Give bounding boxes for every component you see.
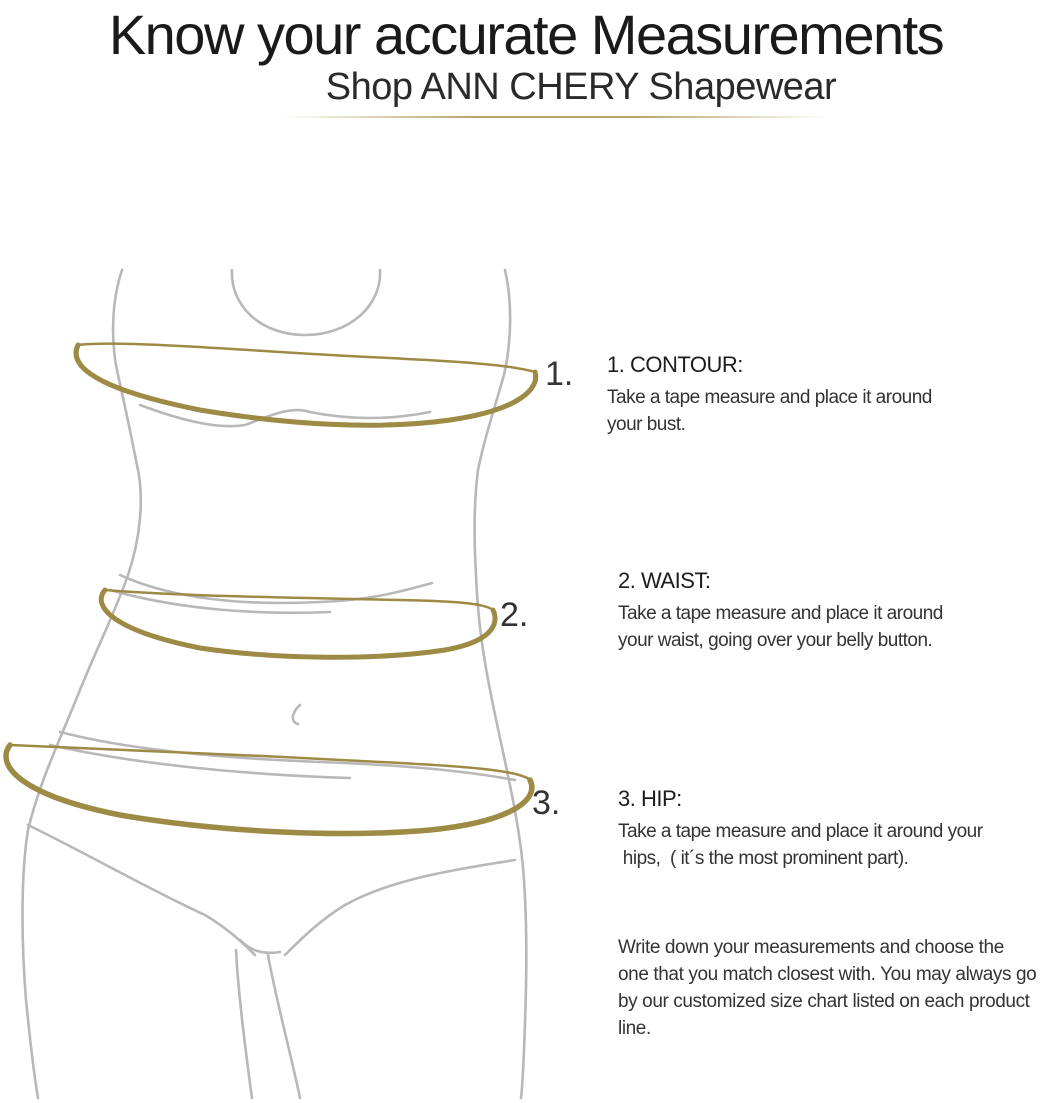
step-text-line: Take a tape measure and place it around your xyxy=(618,821,983,842)
marker-2: 2. xyxy=(500,596,529,634)
step-text-line: your bust. xyxy=(607,414,686,435)
measurement-note xyxy=(618,934,1052,1042)
note-line: one that you match closest with. You may always go xyxy=(618,964,1037,985)
brief-left-sketch xyxy=(28,825,255,955)
step-text-line: hips, ( it´s the most prominent part). xyxy=(618,848,909,869)
marker-3: 3. xyxy=(532,784,561,822)
right-thigh-sketch xyxy=(268,955,300,1098)
page-title: Know your accurate Measurements xyxy=(108,3,944,66)
note-line: Write down your measurements and choose the xyxy=(618,937,1004,958)
left-body-outline xyxy=(23,270,141,1098)
marker-1: 1. xyxy=(545,355,574,393)
right-body-outline xyxy=(475,270,527,1098)
step-heading: 2. WAIST: xyxy=(618,568,711,593)
step-heading: 3. HIP: xyxy=(618,786,682,811)
bust-tape-front xyxy=(76,345,536,425)
brief-right-sketch xyxy=(285,860,515,955)
step-waist xyxy=(618,568,943,654)
note-line: line. xyxy=(618,1018,651,1039)
bust-tape-back xyxy=(78,344,535,372)
neckline-sketch xyxy=(232,270,380,335)
page-subtitle: Shop ANN CHERY Shapewear xyxy=(325,66,837,108)
waist-tape-back xyxy=(105,590,493,610)
step-text-line: Take a tape measure and place it around xyxy=(618,603,943,624)
step-heading: 1. CONTOUR: xyxy=(607,352,743,377)
left-thigh-sketch xyxy=(236,950,252,1098)
note-line: by our customized size chart listed on each product xyxy=(618,991,1030,1012)
brief-bottom-sketch xyxy=(240,940,280,953)
step-text-line: Take a tape measure and place it around xyxy=(607,387,932,408)
step-hip xyxy=(618,786,983,872)
navel-sketch xyxy=(293,705,300,724)
step-text-line: your waist, going over your belly button. xyxy=(618,630,933,651)
step-contour xyxy=(607,352,932,438)
